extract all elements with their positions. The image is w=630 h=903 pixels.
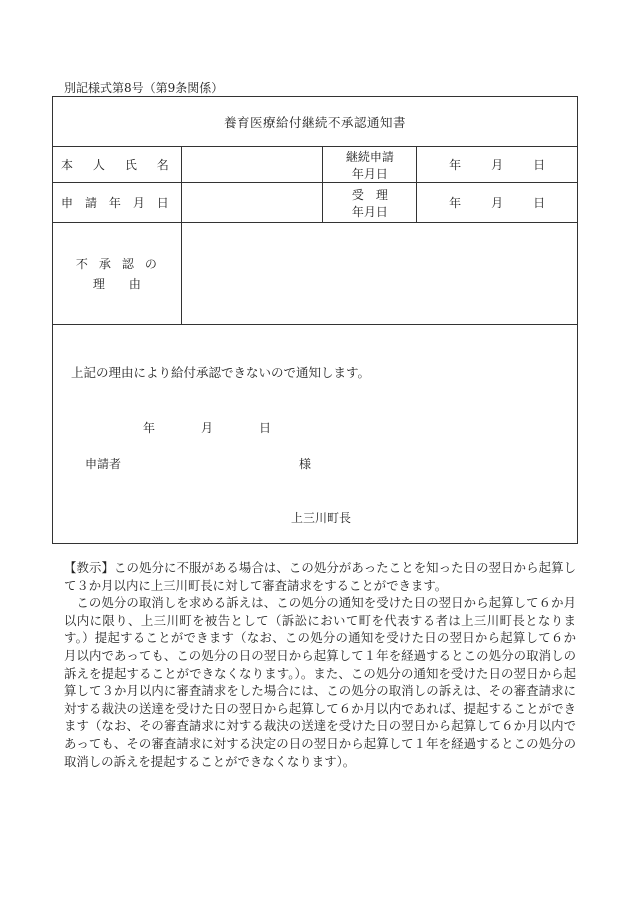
reason-field [181,223,577,325]
guidance-para-2: この処分の取消しを求める訴えは、この処分の通知を受けた日の翌日から起算して６か月以内に限り、上三川町を被告として（訴訟において町を代表する者は上三川町長となります。）提起することができます（なお、この処分の通知を受けた日の翌日から起算して６か月以内であっても、この処分の日の翌日から起算して１年を経過するとこの処分の取消しの訴えを提起することができなくなります。）。また、この処分の通知を受けた日の翌日から起算して３か月以内に審査請求をした場合には、この処分の取消しの訴えは、その審査請求に対する裁決の送達を受けた日の翌日から起算して６か月以内であれば、提起することができます（なお、その審査請求に対する裁決の送達を受けた日の翌日から起算して６か月以内であっても、その審査請求に対する決定の日の翌日から起算して１年を経過するとこの処分の取消しの訴えを提起することができなくなります）。 [64,595,576,769]
legal-guidance [64,559,576,770]
form-title: 養育医療給付継続不承認通知書 [53,97,578,147]
form-number-label: 別記様式第8号（第9条関係） [64,81,224,95]
applicant-label: 申請者 [85,457,122,471]
mayor-signature: 上三川町長 [291,511,352,525]
application-date-label: 申請年月日 [53,183,182,223]
notice-date: 年 月 日 [143,421,272,435]
notice-form-table [52,96,578,544]
name-label: 本人氏名 [53,147,182,183]
reason-label: 不承認の 理 由 [53,223,182,325]
application-date-field [181,183,323,223]
notice-section [53,325,578,544]
guidance-heading: 【教示】 [64,560,114,575]
guidance-para-1: 【教示】この処分に不服がある場合は、この処分があったことを知った日の翌日から起算して３か月以内に上三川町長に対して審査請求をすることができます。 [64,560,576,593]
continuation-date-label: 継続申請 年月日 [323,147,417,183]
receipt-date-field: 年 月 日 [417,183,578,223]
notice-text: 上記の理由により給付承認できないので通知します。 [71,365,371,380]
continuation-date-field: 年 月 日 [417,147,578,183]
name-field [181,147,323,183]
honorific-label: 様 [299,457,312,471]
receipt-date-label: 受 理 年月日 [323,183,417,223]
